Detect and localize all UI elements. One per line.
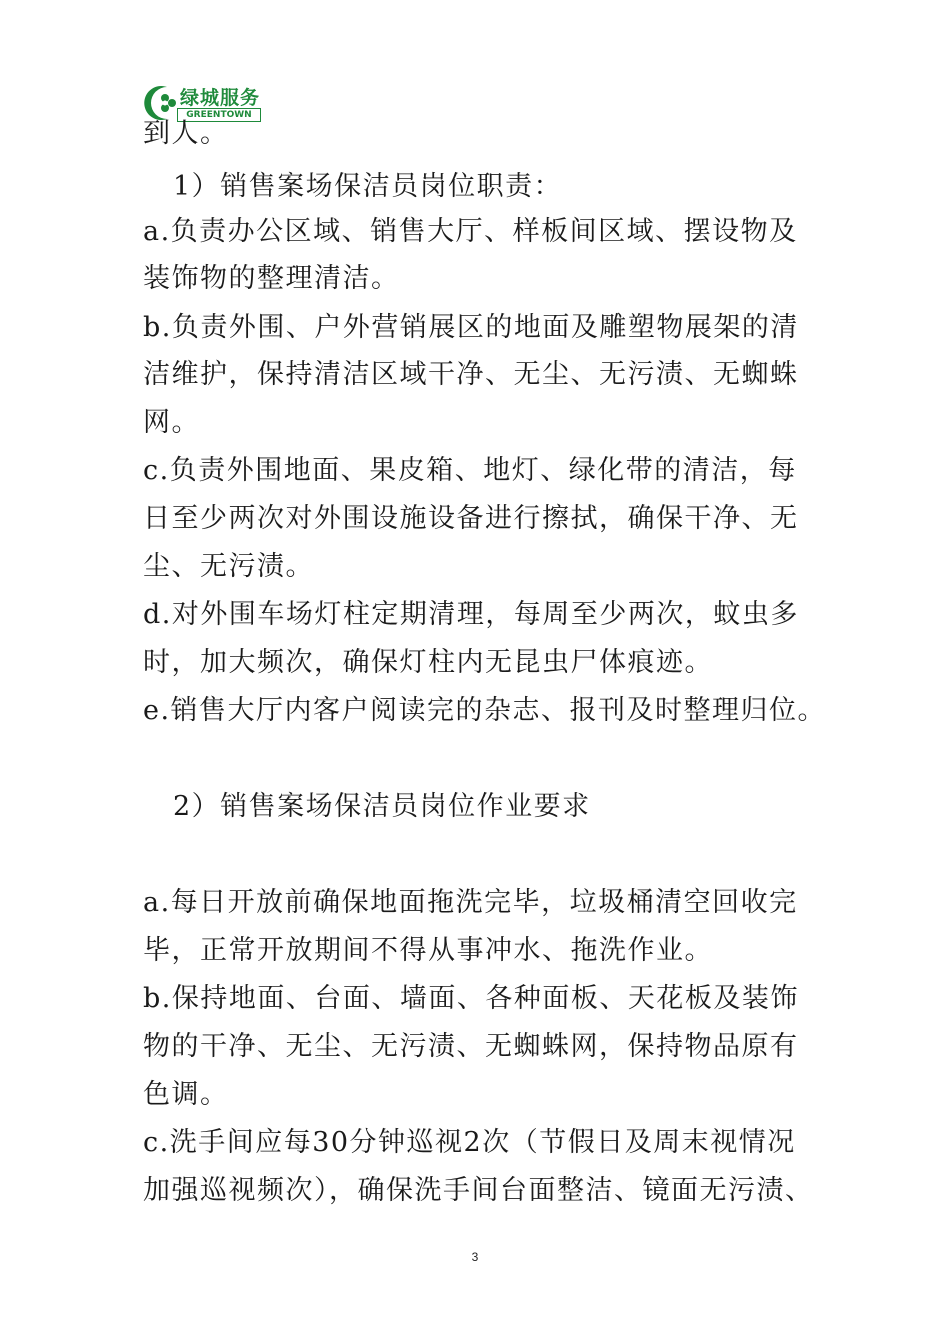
text-line: d.对外围车场灯柱定期清理，每周至少两次，蚊虫多 [143,599,799,630]
text-line: 网。 [143,407,200,438]
text-line: a.每日开放前确保地面拖洗完毕，垃圾桶清空回收完 [143,887,798,918]
text-line: 时，加大频次，确保灯柱内无昆虫尸体痕迹。 [143,647,713,678]
logo-text-english: GREENTOWN [177,108,261,122]
logo-text-chinese: 绿城服务 [180,87,261,109]
text-line: 色调。 [143,1079,229,1110]
text-line: 物的干净、无尘、无污渍、无蜘蛛网，保持物品原有 [143,1031,799,1062]
section-heading: 2）销售案场保洁员岗位作业要求 [173,791,591,822]
text-line: 到人。 [143,118,229,149]
text-line: c.负责外围地面、果皮箱、地灯、绿化带的清洁，每 [143,455,797,486]
text-line: 毕，正常开放期间不得从事冲水、拖洗作业。 [143,935,713,966]
text-line: b.负责外围、户外营销展区的地面及雕塑物展架的清 [143,312,799,343]
text-line: b.保持地面、台面、墙面、各种面板、天花板及装饰 [143,983,799,1014]
page-number: 3 [471,1250,479,1264]
text-line: 尘、无污渍。 [143,551,314,582]
text-line: 日至少两次对外围设施设备进行擦拭，确保干净、无 [143,503,799,534]
text-line: a.负责办公区域、销售大厅、样板间区域、摆设物及 [143,216,798,247]
section-heading: 1）销售案场保洁员岗位职责： [173,171,563,202]
text-line: 加强巡视频次），确保洗手间台面整洁、镜面无污渍、 [143,1175,814,1206]
text-line: e.销售大厅内客户阅读完的杂志、报刊及时整理归位。 [143,695,827,726]
text-line: c.洗手间应每30分钟巡视2次（节假日及周末视情况 [143,1127,796,1158]
text-line: 洁维护，保持清洁区域干净、无尘、无污渍、无蜘蛛 [143,359,799,390]
text-line: 装饰物的整理清洁。 [143,263,400,294]
